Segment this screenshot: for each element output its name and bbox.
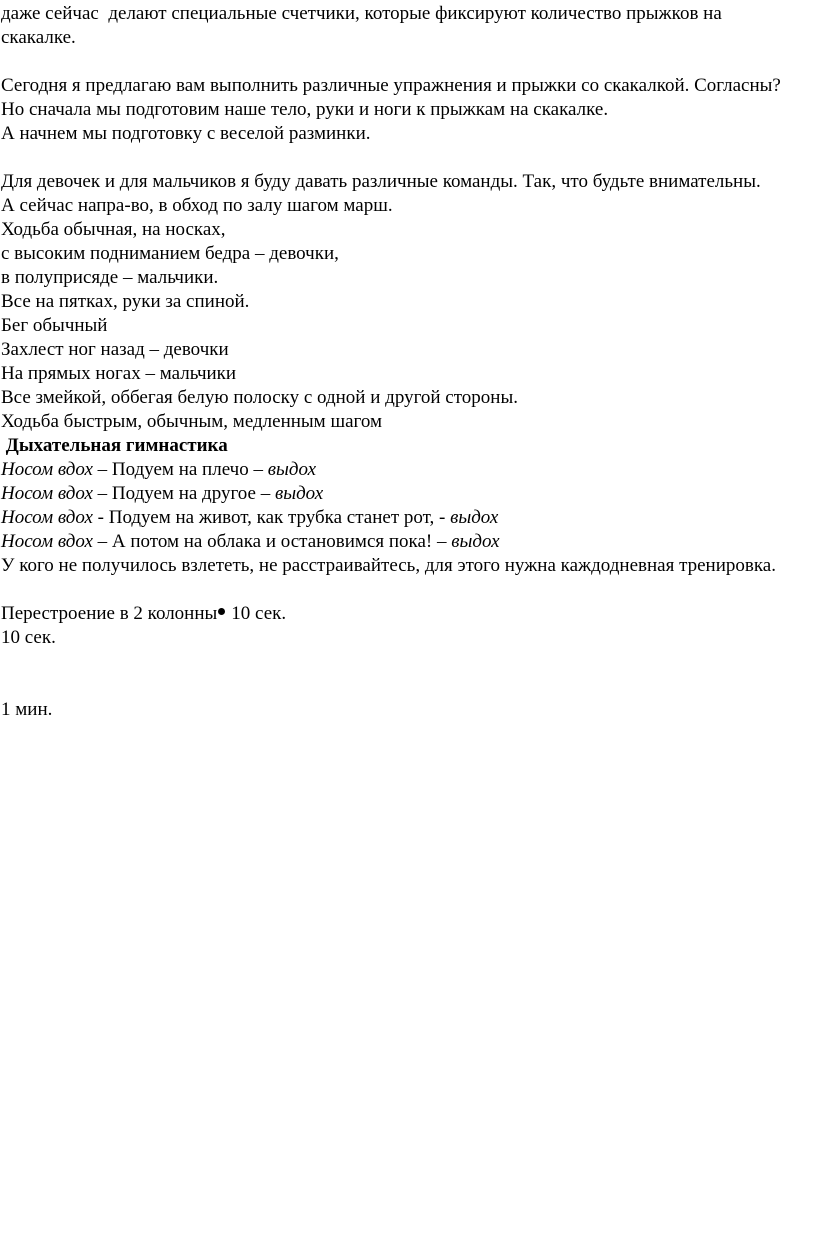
- paragraph-heels: Все на пятках, руки за спиной.: [1, 291, 250, 312]
- paragraph-snake: Все змейкой, оббегая белую полоску с одной и другой стороны.: [1, 387, 518, 408]
- paragraph-kick-back: Захлест ног назад – девочки: [1, 339, 229, 360]
- time-label: 10 сек.: [1, 627, 56, 648]
- inhale-text: Носом вдох: [1, 483, 93, 504]
- paragraph-training: У кого не получилось взлететь, не расстраивайтесь, для этого нужна каждодневная тренировка.: [1, 555, 776, 576]
- paragraph-warmup: А начнем мы подготовку с веселой разминки.: [1, 123, 371, 144]
- blank-line: [1, 50, 801, 74]
- rebuild-time: 10 сек.: [231, 603, 287, 624]
- blank-line: [1, 578, 801, 602]
- breathing-text: - Подуем на живот, как трубка станет рот, -: [92, 507, 451, 528]
- paragraph-counters: даже сейчас делают специальные счетчики, которые фиксируют количество прыжков на скакалке.: [1, 3, 727, 48]
- breathing-heading: Дыхательная гимнастика: [1, 435, 228, 456]
- breathing-text: – Подуем на другое –: [92, 483, 275, 504]
- breathing-line: [1, 530, 801, 554]
- paragraph-walking: Ходьба обычная, на носках,: [1, 219, 226, 240]
- exhale-text: выдох: [451, 531, 500, 552]
- inhale-text: Носом вдох: [1, 507, 93, 528]
- exhale-text: выдох: [267, 459, 316, 480]
- breathing-text: – Подуем на плечо –: [92, 459, 268, 480]
- paragraph-proposal: Сегодня я предлагаю вам выполнить различные упражнения и прыжки со скакалкой. Согласны?: [1, 75, 781, 96]
- rebuild-line: [1, 602, 801, 626]
- paragraph-commands: Для девочек и для мальчиков я буду давать различные команды. Так, что будьте внимательны.: [1, 171, 761, 192]
- exhale-text: выдох: [450, 507, 499, 528]
- inhale-text: Носом вдох: [1, 459, 93, 480]
- paragraph-walk-speeds: Ходьба быстрым, обычным, медленным шагом: [1, 411, 383, 432]
- paragraph-half-squat: в полуприсяде – мальчики.: [1, 267, 219, 288]
- paragraph-running: Бег обычный: [1, 315, 108, 336]
- bullet-icon: [218, 608, 225, 615]
- blank-line: [1, 650, 801, 674]
- paragraph-high-knees: с высоким подниманием бедра – девочки,: [1, 243, 339, 264]
- breathing-line: [1, 506, 801, 530]
- breathing-line: [1, 458, 801, 482]
- inhale-text: Носом вдох: [1, 531, 93, 552]
- blank-line: [1, 674, 801, 698]
- exhale-text: выдох: [274, 483, 324, 504]
- breathing-text: – А потом на облака и остановимся пока! –: [92, 531, 452, 552]
- paragraph-straight-legs: На прямых ногах – мальчики: [1, 363, 237, 384]
- breathing-line: [1, 482, 801, 506]
- rebuild-text: Перестроение в 2 колонны: [1, 603, 218, 624]
- blank-line: [1, 146, 801, 170]
- paragraph-prepare: Но сначала мы подготовим наше тело, руки и ноги к прыжкам на скакалке.: [1, 99, 609, 120]
- time-label: 1 мин.: [1, 699, 53, 720]
- document-page: [0, 2, 801, 722]
- paragraph-march: А сейчас напра-во, в обход по залу шагом марш.: [1, 195, 393, 216]
